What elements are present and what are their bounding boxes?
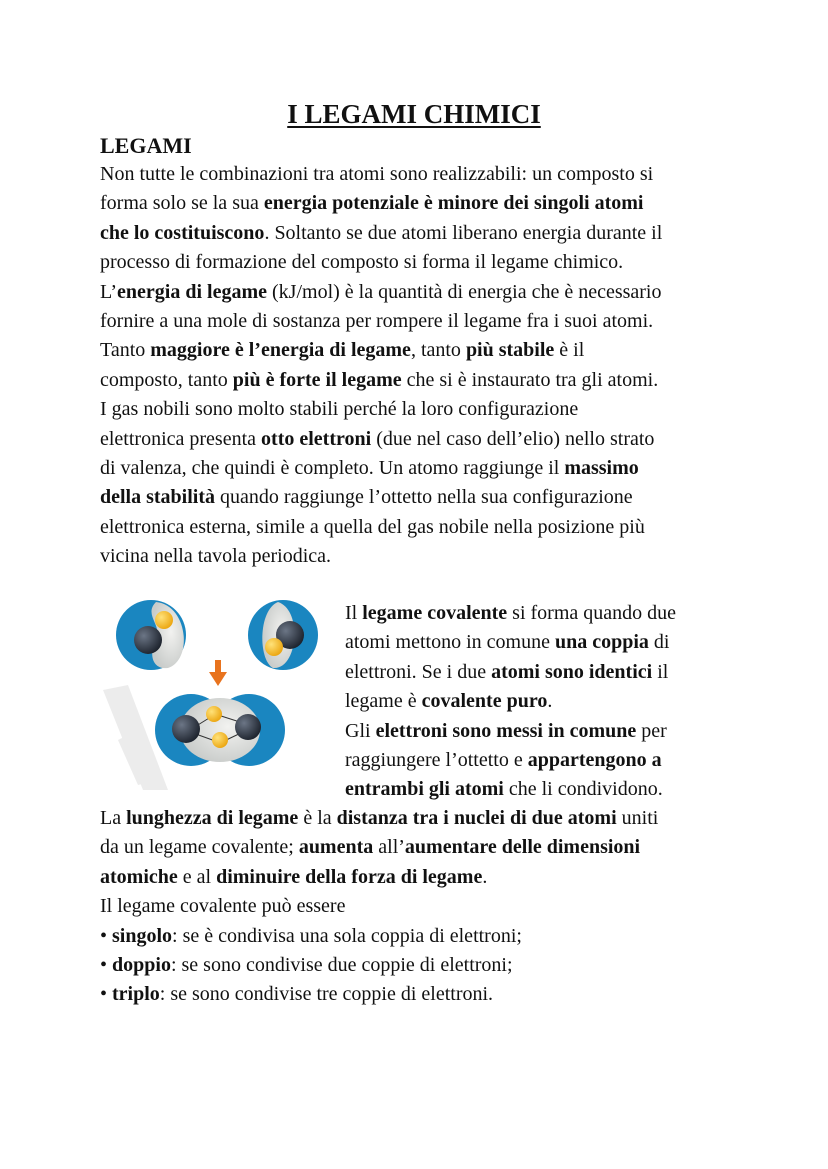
text: atomi mettono in comune xyxy=(345,631,555,654)
text: uniti xyxy=(616,807,659,829)
bold-text: doppio xyxy=(112,953,171,976)
text-line xyxy=(100,922,658,951)
bold-text: massimo xyxy=(564,456,639,479)
text-line xyxy=(100,248,662,277)
text: è il xyxy=(554,339,585,362)
text: Gli xyxy=(345,719,376,742)
text-line xyxy=(100,804,658,833)
text: Il xyxy=(345,602,363,624)
text: Il legame covalente può essere xyxy=(100,895,346,918)
text: forma solo se la sua xyxy=(100,192,264,215)
text: , tanto xyxy=(410,339,466,362)
bold-text: energia potenziale è minore dei singoli atomi xyxy=(263,192,644,215)
text: : se sono condivise due coppie di elettroni; xyxy=(170,953,513,976)
text-line xyxy=(345,628,676,657)
text: per xyxy=(636,719,667,742)
arrow-down-icon xyxy=(209,660,227,686)
text-line xyxy=(345,717,676,746)
bold-text: triplo xyxy=(112,983,160,1006)
text: all’ xyxy=(373,836,405,859)
text: vicina nella tavola periodica. xyxy=(100,545,332,568)
bold-text: singolo xyxy=(112,924,173,947)
covalent-bond-illustration xyxy=(98,590,338,790)
text: che si è instaurato tra gli atomi. xyxy=(401,368,659,391)
text-line xyxy=(345,746,676,775)
text: composto, tanto xyxy=(100,368,233,391)
text: da un legame covalente; xyxy=(100,836,299,859)
text-line xyxy=(100,160,662,189)
bold-text: atomiche xyxy=(100,865,178,888)
bold-text: una coppia xyxy=(554,631,649,654)
text: di valenza, che quindi è completo. Un atomo raggiunge il xyxy=(100,456,565,479)
text: raggiungere l’ottetto e xyxy=(345,748,528,771)
bold-text: entrambi gli atomi xyxy=(345,778,504,801)
text: processo di formazione del composto si forma il legame chimico. xyxy=(100,251,624,274)
text-line xyxy=(100,425,662,454)
text-line xyxy=(100,219,662,248)
bold-text: maggiore è l’energia di legame xyxy=(150,339,411,362)
text: . xyxy=(547,690,553,713)
text-line xyxy=(345,658,676,687)
text: elettronica esterna, simile a quella del gas nobile nella posizione più xyxy=(100,515,645,538)
text: • xyxy=(100,953,113,976)
bold-text: aumenta xyxy=(298,836,374,859)
text-line xyxy=(100,980,658,1009)
text: Tanto xyxy=(100,339,151,362)
text-line xyxy=(100,513,662,542)
bold-text: più è forte il legame xyxy=(232,368,402,391)
text: è la xyxy=(298,807,337,829)
text: che li condividono. xyxy=(503,778,663,801)
intro-paragraph xyxy=(100,160,662,571)
text: L’ xyxy=(100,280,118,303)
text: . Soltanto se due atomi liberano energia durante il xyxy=(264,221,663,244)
bold-text: aumentare delle dimensioni xyxy=(404,836,641,859)
text-line xyxy=(100,454,662,483)
text-line xyxy=(100,278,662,307)
bold-text: legame covalente xyxy=(362,602,508,624)
text: quando raggiunge l’ottetto nella sua configurazione xyxy=(215,486,633,509)
bold-text: più stabile xyxy=(465,339,555,362)
text-line xyxy=(100,395,662,424)
text: . xyxy=(482,865,488,888)
bold-text: distanza tra i nuclei di due atomi xyxy=(336,807,617,829)
text: il xyxy=(652,660,669,683)
covalent-bond-paragraph xyxy=(345,599,676,805)
text: Non tutte le combinazioni tra atomi sono realizzabili: un composto si xyxy=(100,163,654,185)
bold-text: che lo costituiscono xyxy=(100,221,265,244)
text: elettronica presenta xyxy=(100,427,262,450)
text-line xyxy=(100,951,658,980)
text: elettroni. Se i due xyxy=(345,660,492,683)
text-line xyxy=(345,775,676,804)
text: fornire a una mole di sostanza per rompere il legame fra i suoi atomi. xyxy=(100,309,654,332)
text: (due nel caso dell’elio) nello strato xyxy=(371,427,655,450)
text: (kJ/mol) è la quantità di energia che è necessario xyxy=(267,280,662,303)
text-line xyxy=(100,366,662,395)
text: • xyxy=(100,924,113,947)
text-line xyxy=(100,336,662,365)
atom-right xyxy=(248,600,318,670)
text: legame è xyxy=(345,690,422,713)
text: e al xyxy=(177,865,217,888)
text-line xyxy=(100,307,662,336)
text-line xyxy=(100,483,662,512)
bond-length-paragraph xyxy=(100,804,658,1010)
section-heading: LEGAMI xyxy=(100,133,192,158)
text: • xyxy=(100,983,113,1006)
bold-text: atomi sono identici xyxy=(491,660,653,683)
text: : se sono condivise tre coppie di elettroni. xyxy=(159,983,494,1006)
bold-text: energia di legame xyxy=(117,280,268,303)
molecule xyxy=(155,694,285,766)
atom-left xyxy=(116,600,186,670)
bold-text: otto elettroni xyxy=(261,427,372,450)
text-line xyxy=(100,189,662,218)
bold-text: diminuire della forza di legame xyxy=(216,865,483,888)
bold-text: elettroni sono messi in comune xyxy=(375,719,637,742)
text-line xyxy=(100,833,658,862)
text: La xyxy=(100,807,127,829)
text-line xyxy=(100,892,658,921)
text-line xyxy=(100,542,662,571)
bold-text: covalente puro xyxy=(421,690,548,713)
text-line xyxy=(345,687,676,716)
page-title: I LEGAMI CHIMICI xyxy=(287,99,541,129)
text: di xyxy=(648,631,670,654)
bold-text: appartengono a xyxy=(527,748,662,771)
text: I gas nobili sono molto stabili perché la loro configurazione xyxy=(100,398,579,421)
text: : se è condivisa una sola coppia di elettroni; xyxy=(172,924,522,947)
text-line xyxy=(100,863,658,892)
bold-text: lunghezza di legame xyxy=(126,807,299,829)
text: si forma quando due xyxy=(507,602,677,624)
text-line xyxy=(345,599,676,628)
bold-text: della stabilità xyxy=(100,486,216,509)
